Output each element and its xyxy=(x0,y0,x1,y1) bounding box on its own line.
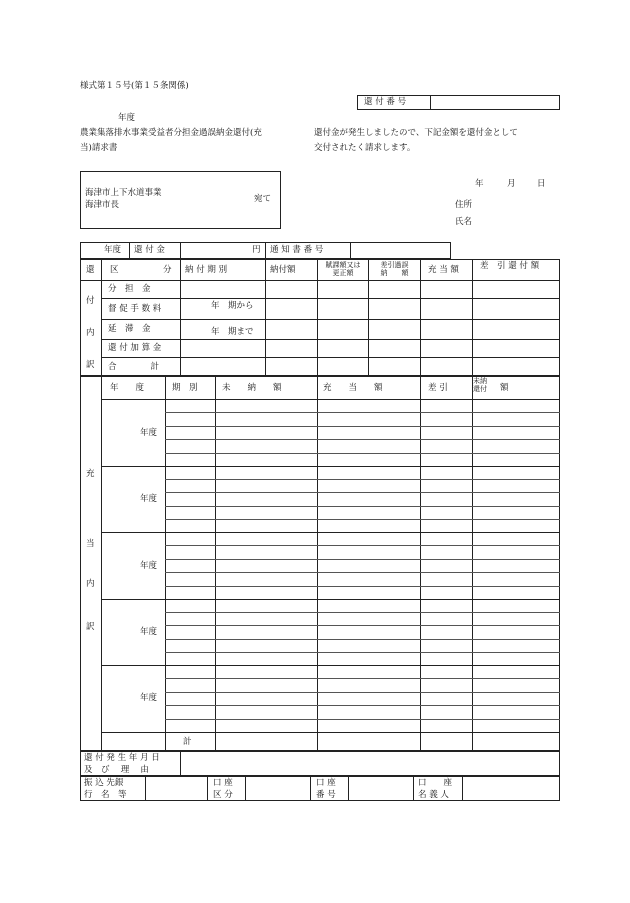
acct-no-line2: 番 号 xyxy=(316,790,336,800)
col-applied: 充 当 額 xyxy=(323,383,383,393)
col-kubun: 区 xyxy=(110,265,119,275)
account-type-field[interactable] xyxy=(246,777,309,800)
acct-no-line1: 口 座 xyxy=(316,778,336,788)
occurrence-line1: 還 付 発 生 年 月 日 xyxy=(84,753,160,763)
summary-year: 年度 xyxy=(104,245,122,255)
refund-number-field[interactable] xyxy=(431,96,559,109)
addressee-suffix: 宛て xyxy=(254,194,272,204)
date-day: 日 xyxy=(537,179,546,189)
refund-number-label: 還 付 番 号 xyxy=(364,97,407,107)
col-assessed-amount: 賦課額又は 更正額 xyxy=(325,261,361,277)
account-number-field[interactable] xyxy=(349,777,412,800)
summary-yen: 円 xyxy=(252,245,261,255)
request-line2: 交付されたく請求します。 xyxy=(314,143,416,153)
acct-type-line1: 口 座 xyxy=(213,778,233,788)
fiscal-year-label: 年度 xyxy=(118,113,136,123)
apply-side-char-1: 充 xyxy=(86,469,95,479)
name-label: 氏名 xyxy=(455,217,473,227)
date-month: 月 xyxy=(507,179,516,189)
col-sashi: 差 引 xyxy=(428,383,448,393)
summary-refund-label: 還 付 金 xyxy=(134,245,165,255)
occurrence-line2: 及 び 理 由 xyxy=(84,765,149,775)
col-payment-period: 納 付 期 別 xyxy=(185,265,228,275)
col-bun: 分 xyxy=(163,265,172,275)
period-to: 年 期まで xyxy=(211,327,254,337)
group-year-3: 年度 xyxy=(140,561,158,571)
col-applied-amount: 充 当 額 xyxy=(428,265,459,275)
apply-side-char-2: 当 xyxy=(86,539,95,549)
refund-side-char-2: 付 xyxy=(86,296,95,306)
col-net-refund: 差 引 還 付 額 xyxy=(480,261,540,271)
title-line1: 農業集落排水事業受益者分担金過誤納金還付(充 xyxy=(80,128,262,138)
col-paid-amount: 納付額 xyxy=(270,265,296,275)
form-number: 様式第１５号(第１５条関係) xyxy=(80,81,189,91)
col-overpaid-amount: 差引過誤 納 額 xyxy=(380,261,409,277)
bank-name-field[interactable] xyxy=(146,777,206,800)
item-total: 合 計 xyxy=(108,362,160,372)
address-label: 住所 xyxy=(455,200,473,210)
refund-side-char-1: 還 xyxy=(86,265,95,275)
acct-type-line2: 区 分 xyxy=(213,790,233,800)
occurrence-field[interactable] xyxy=(181,752,559,775)
addressee-head: 海津市長 xyxy=(85,200,120,210)
date-year: 年 xyxy=(475,179,484,189)
period-from: 年 期から xyxy=(211,301,254,311)
col-unpaid: 未 納 額 xyxy=(222,383,282,393)
summary-notice-label: 通 知 書 番 号 xyxy=(270,245,324,255)
item-share: 分 担 金 xyxy=(108,284,151,294)
group-year-5: 年度 xyxy=(140,693,158,703)
apply-side-char-3: 内 xyxy=(86,579,95,589)
refund-side-char-3: 内 xyxy=(86,328,95,338)
request-line1: 還付金が発生しましたので、下記金額を還付金として xyxy=(314,128,518,138)
group-year-1: 年度 xyxy=(140,428,158,438)
col-period: 期 別 xyxy=(172,383,198,393)
account-holder-field[interactable] xyxy=(463,777,559,800)
refund-side-char-4: 訳 xyxy=(86,360,95,370)
col-year: 年 度 xyxy=(110,383,145,393)
item-refund-addition: 還 付 加 算 金 xyxy=(108,343,162,353)
col-unpaid-refund: 未納 還付 xyxy=(473,377,487,393)
item-reminder-fee: 督 促 手 数 料 xyxy=(108,304,162,314)
group-year-2: 年度 xyxy=(140,494,158,504)
group-year-4: 年度 xyxy=(140,627,158,637)
apply-side-char-4: 訳 xyxy=(86,622,95,632)
addressee-org: 海津市上下水道事業 xyxy=(85,188,162,198)
application-total: 計 xyxy=(183,737,192,747)
title-line2: 当)請求書 xyxy=(80,143,118,153)
col-gaku: 額 xyxy=(500,383,509,393)
acct-name-line2: 名 義 人 xyxy=(418,790,449,800)
acct-name-line1: 口 座 xyxy=(418,778,453,788)
item-late-fee: 延 滞 金 xyxy=(108,324,151,334)
bank-line2: 行 名 等 xyxy=(84,790,127,800)
bank-line1: 振 込 先銀 xyxy=(84,778,124,788)
